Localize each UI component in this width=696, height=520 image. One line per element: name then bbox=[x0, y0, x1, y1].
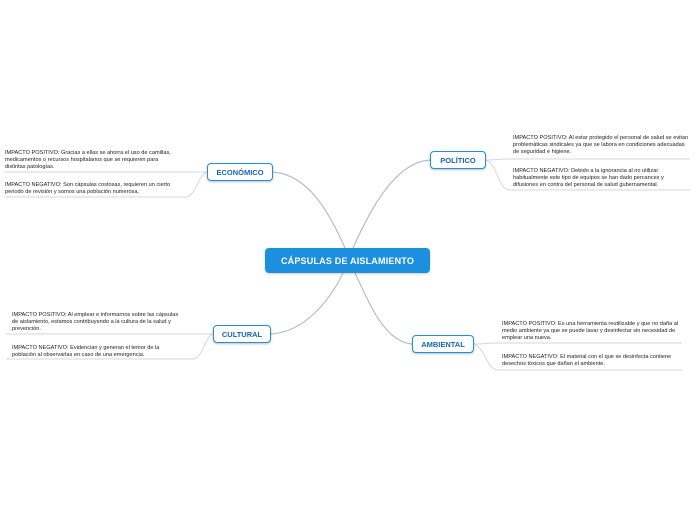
topic-cultural[interactable] bbox=[213, 325, 271, 343]
topic-ambiental[interactable] bbox=[412, 335, 474, 353]
topic-politico[interactable] bbox=[430, 151, 486, 169]
branch-cultural bbox=[271, 273, 343, 334]
subtopic-ambiental-positive-text: IMPACTO POSITIVO: Es una herramienta reutilizable y que no daña al medio ambiente ya que se puede lavar y desinfectar sin necesidad de emplear una nueva. bbox=[502, 321, 679, 341]
topic-ambiental-label: AMBIENTAL bbox=[421, 339, 465, 349]
topic-cultural-label: CULTURAL bbox=[221, 329, 263, 339]
subtopic-politico-negative-text: IMPACTO NEGATIVO: Debido a la ignorancia al no utilizar habitualmente este tipo de equipos se han dado percances y difusiones en contra del personal de salud gubernamental. bbox=[513, 168, 664, 188]
subtopic-cultural-negative[interactable] bbox=[12, 345, 184, 359]
subtopic-economico-positive[interactable] bbox=[5, 150, 173, 170]
topic-politico-label: POLÍTICO bbox=[440, 155, 476, 165]
subtopic-politico-negative[interactable] bbox=[513, 168, 689, 188]
topic-economico-label: ECONÓMICO bbox=[216, 167, 264, 177]
subtopic-economico-positive-text: IMPACTO POSITIVO: Gracias a ellas se ahorra el uso de camillas, medicamentos o recursos hospitalarios que se requieren para distintas patologías. bbox=[5, 150, 171, 170]
central-topic[interactable] bbox=[265, 248, 430, 273]
leaf-line-ambiental-positive bbox=[474, 343, 682, 344]
subtopic-ambiental-positive[interactable] bbox=[502, 321, 680, 341]
subtopic-ambiental-negative[interactable] bbox=[502, 354, 672, 368]
central-topic-label: CÁPSULAS DE AISLAMIENTO bbox=[280, 255, 415, 266]
branch-economico bbox=[273, 172, 345, 248]
leaf-line-politico-positive bbox=[486, 159, 690, 160]
subtopic-politico-positive-text: IMPACTO POSITIVO: Al estar protegido el personal de salud se evitan problemáticas sindicales ya que se labora en condiciones adecuadas de seguridad e higiene. bbox=[513, 135, 689, 155]
branch-politico bbox=[353, 160, 430, 248]
branch-ambiental bbox=[355, 273, 412, 344]
topic-economico[interactable] bbox=[207, 163, 273, 181]
subtopic-cultural-positive[interactable] bbox=[12, 312, 184, 332]
subtopic-cultural-positive-text: IMPACTO POSITIVO: Al emplear e informarnos sobre las cápsulas de aislamiento, estamos contribuyendo a la cultura de la salud y prevención. bbox=[12, 312, 179, 332]
subtopic-cultural-negative-text: IMPACTO NEGATIVO: Evidencian y generan el temor de la población al observarlas en caso de una emergencia. bbox=[12, 345, 160, 358]
subtopic-ambiental-negative-text: IMPACTO NEGATIVO: El material con el que se desinfecta contiene desechos tóxicos que dañan el ambiente. bbox=[502, 354, 672, 367]
subtopic-politico-positive[interactable] bbox=[513, 135, 691, 155]
subtopic-economico-negative[interactable] bbox=[5, 182, 177, 196]
subtopic-economico-negative-text: IMPACTO NEGATIVO: Son cápsulas costosas, requieren un cierto periodo de revisión y somos una población numerosa. bbox=[5, 182, 171, 195]
